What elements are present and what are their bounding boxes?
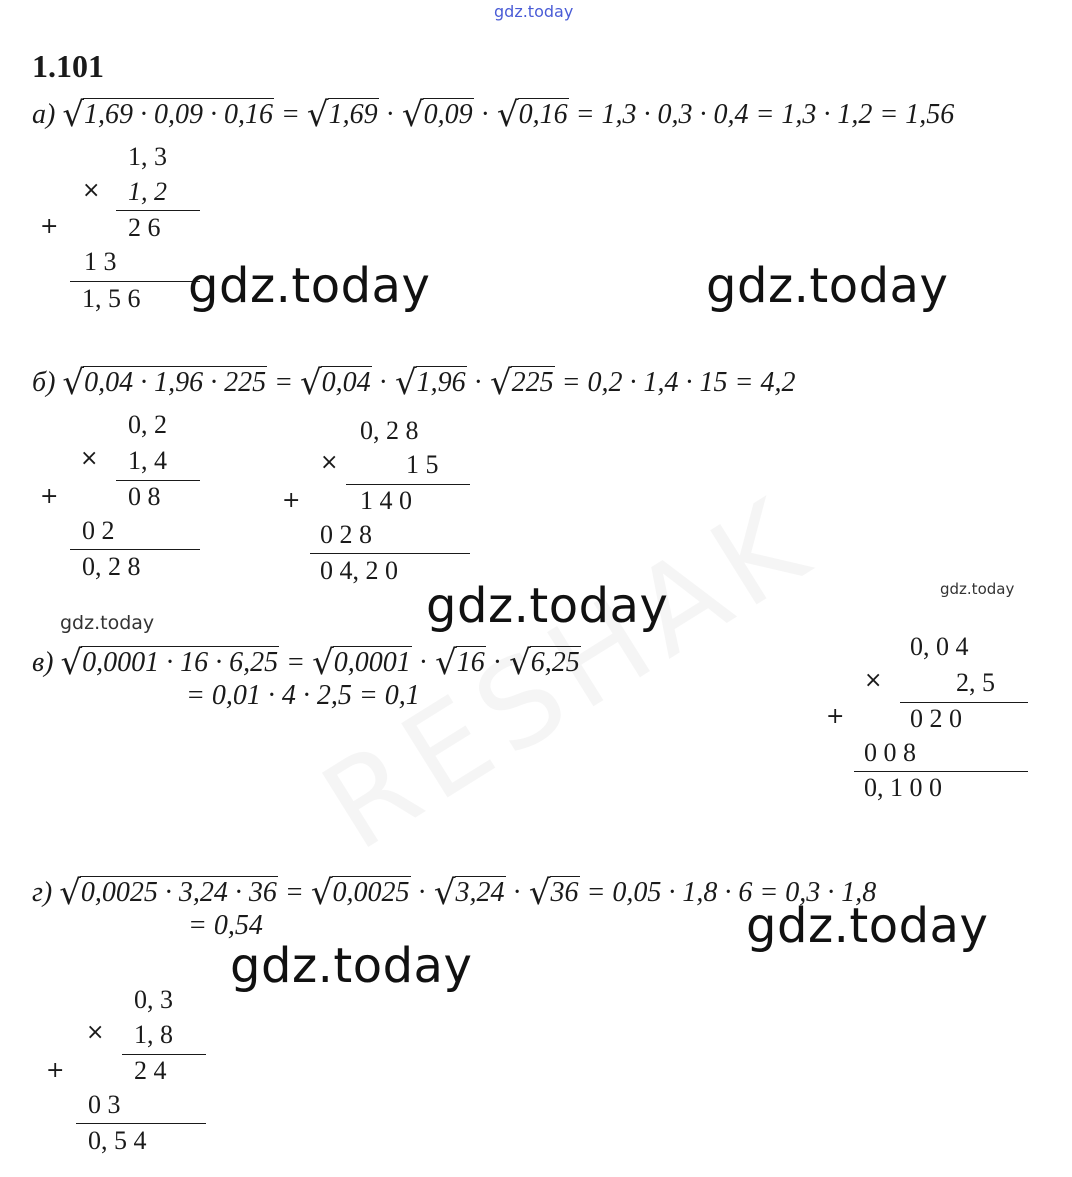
plus-sign: + (46, 1058, 65, 1083)
sqrt-icon: √ (299, 363, 322, 403)
mult-top: 0, 2 (128, 410, 167, 439)
divider-line (70, 549, 200, 550)
sqrt-icon: √ (59, 873, 81, 913)
mult-top: 0, 0 4 (910, 632, 969, 661)
label-b: б) (32, 367, 56, 398)
sqrt-icon: √ (401, 95, 424, 135)
problem-number: 1.101 (32, 48, 104, 84)
root-a-2: 0,09 (423, 99, 473, 130)
root-a-3: 0,16 (518, 99, 568, 130)
result-a: = 1,3 · 0,3 · 0,4 = 1,3 · 1,2 = 1,56 (575, 99, 955, 130)
dot-sign: · (492, 647, 503, 678)
root-b-1: 0,04 (321, 367, 371, 398)
sqrt-icon: √ (60, 643, 83, 683)
sqrt-icon: √ (62, 363, 85, 403)
divider-line (122, 1054, 206, 1055)
equation-v (32, 640, 581, 683)
sqrt-icon: √ (433, 873, 456, 913)
divider-line (70, 281, 200, 282)
equation-v-line2: = 0,01 · 4 · 2,5 = 0,1 (186, 680, 420, 711)
radicand-v: 0,0001 · 16 · 6,25 (82, 647, 279, 678)
divider-line (854, 771, 1028, 772)
equals-sign: = (284, 877, 304, 908)
mult-partial-2: 0 2 8 (320, 520, 372, 549)
dot-sign: · (385, 99, 395, 130)
sqrt-icon: √ (496, 95, 519, 135)
divider-line (310, 553, 470, 554)
mult-result: 0, 1 0 0 (864, 773, 942, 802)
sqrt-icon: √ (62, 95, 84, 135)
mult-partial-1: 1 4 0 (360, 486, 412, 515)
label-v: в) (32, 647, 54, 678)
mult-top: 0, 3 (134, 985, 173, 1014)
times-sign: × (86, 1020, 105, 1045)
mult-partial-1: 0 8 (128, 482, 161, 511)
watermark: gdz.today (188, 258, 431, 314)
dot-sign: · (473, 367, 483, 398)
mult-bottom: 1 5 (406, 450, 439, 479)
equals-sign: = (281, 99, 300, 130)
mult-partial-1: 0 2 0 (910, 704, 962, 733)
plus-sign: + (40, 484, 59, 509)
mult-partial-2: 0 2 (82, 516, 115, 545)
mult-top: 1, 3 (128, 142, 167, 171)
mult-result: 0, 2 8 (82, 552, 141, 581)
watermark: gdz.today (746, 898, 989, 954)
sqrt-icon: √ (509, 643, 531, 683)
mult-top: 0, 2 8 (360, 416, 419, 445)
label-g: г) (32, 877, 53, 908)
times-sign: × (320, 450, 339, 475)
watermark: gdz.today (426, 578, 669, 634)
plus-sign: + (40, 214, 59, 239)
root-g-2: 3,24 (455, 877, 505, 908)
sqrt-icon: √ (394, 363, 417, 403)
mult-bottom: 1, 8 (134, 1020, 173, 1049)
label-a: а) (32, 99, 56, 130)
equation-b (32, 360, 796, 403)
dot-sign: · (512, 877, 522, 908)
equation-a (32, 92, 955, 135)
root-v-3: 6,25 (530, 647, 580, 678)
equation-g-line2: = 0,54 (188, 910, 263, 941)
root-v-1: 0,0001 (333, 647, 411, 678)
dot-sign: · (417, 877, 427, 908)
mult-result: 0 4, 2 0 (320, 556, 398, 585)
root-v-2: 16 (456, 647, 485, 678)
mult-partial-2: 0 0 8 (864, 738, 916, 767)
dot-sign: · (418, 647, 429, 678)
root-b-2: 1,96 (416, 367, 466, 398)
plus-sign: + (826, 704, 845, 729)
root-g-3: 36 (550, 877, 579, 908)
divider-line (116, 210, 200, 211)
divider-line (900, 702, 1028, 703)
result-g: = 0,05 · 1,8 · 6 = 0,3 · 1,8 (586, 877, 877, 908)
mult-bottom: 1, 2 (128, 177, 167, 206)
watermark: gdz.today (60, 612, 155, 634)
mult-bottom: 2, 5 (956, 668, 995, 697)
times-sign: × (864, 668, 883, 693)
radicand-b: 0,04 · 1,96 · 225 (84, 367, 267, 398)
root-a-1: 1,69 (328, 99, 378, 130)
mult-partial-2: 0 3 (88, 1090, 121, 1119)
mult-partial-2: 1 3 (84, 247, 117, 276)
watermark: gdz.today (230, 938, 473, 994)
root-b-3: 225 (511, 367, 554, 398)
mult-bottom: 1, 4 (128, 446, 167, 475)
watermark: gdz.today (706, 258, 949, 314)
mult-result: 1, 5 6 (82, 284, 141, 313)
times-sign: × (82, 178, 101, 203)
mult-partial-1: 2 6 (128, 213, 161, 242)
equals-sign: = (274, 367, 293, 398)
watermark: gdz.today (940, 580, 1015, 598)
sqrt-icon: √ (489, 363, 512, 403)
plus-sign: + (282, 488, 301, 513)
radicand-a: 1,69 · 0,09 · 0,16 (84, 99, 273, 130)
watermark-top: gdz.today (494, 2, 574, 21)
dot-sign: · (480, 99, 490, 130)
root-g-1: 0,0025 (332, 877, 410, 908)
dot-sign: · (378, 367, 388, 398)
divider-line (346, 484, 470, 485)
sqrt-icon: √ (306, 95, 329, 135)
sqrt-icon: √ (310, 873, 333, 913)
divider-line (116, 480, 200, 481)
equals-sign: = (286, 647, 306, 678)
result-b: = 0,2 · 1,4 · 15 = 4,2 (561, 367, 796, 398)
sqrt-icon: √ (528, 873, 551, 913)
mult-result: 0, 5 4 (88, 1126, 147, 1155)
times-sign: × (80, 446, 99, 471)
mult-partial-1: 2 4 (134, 1056, 167, 1085)
divider-line (76, 1123, 206, 1124)
radicand-g: 0,0025 · 3,24 · 36 (80, 877, 277, 908)
sqrt-icon: √ (435, 643, 457, 683)
sqrt-icon: √ (312, 643, 334, 683)
